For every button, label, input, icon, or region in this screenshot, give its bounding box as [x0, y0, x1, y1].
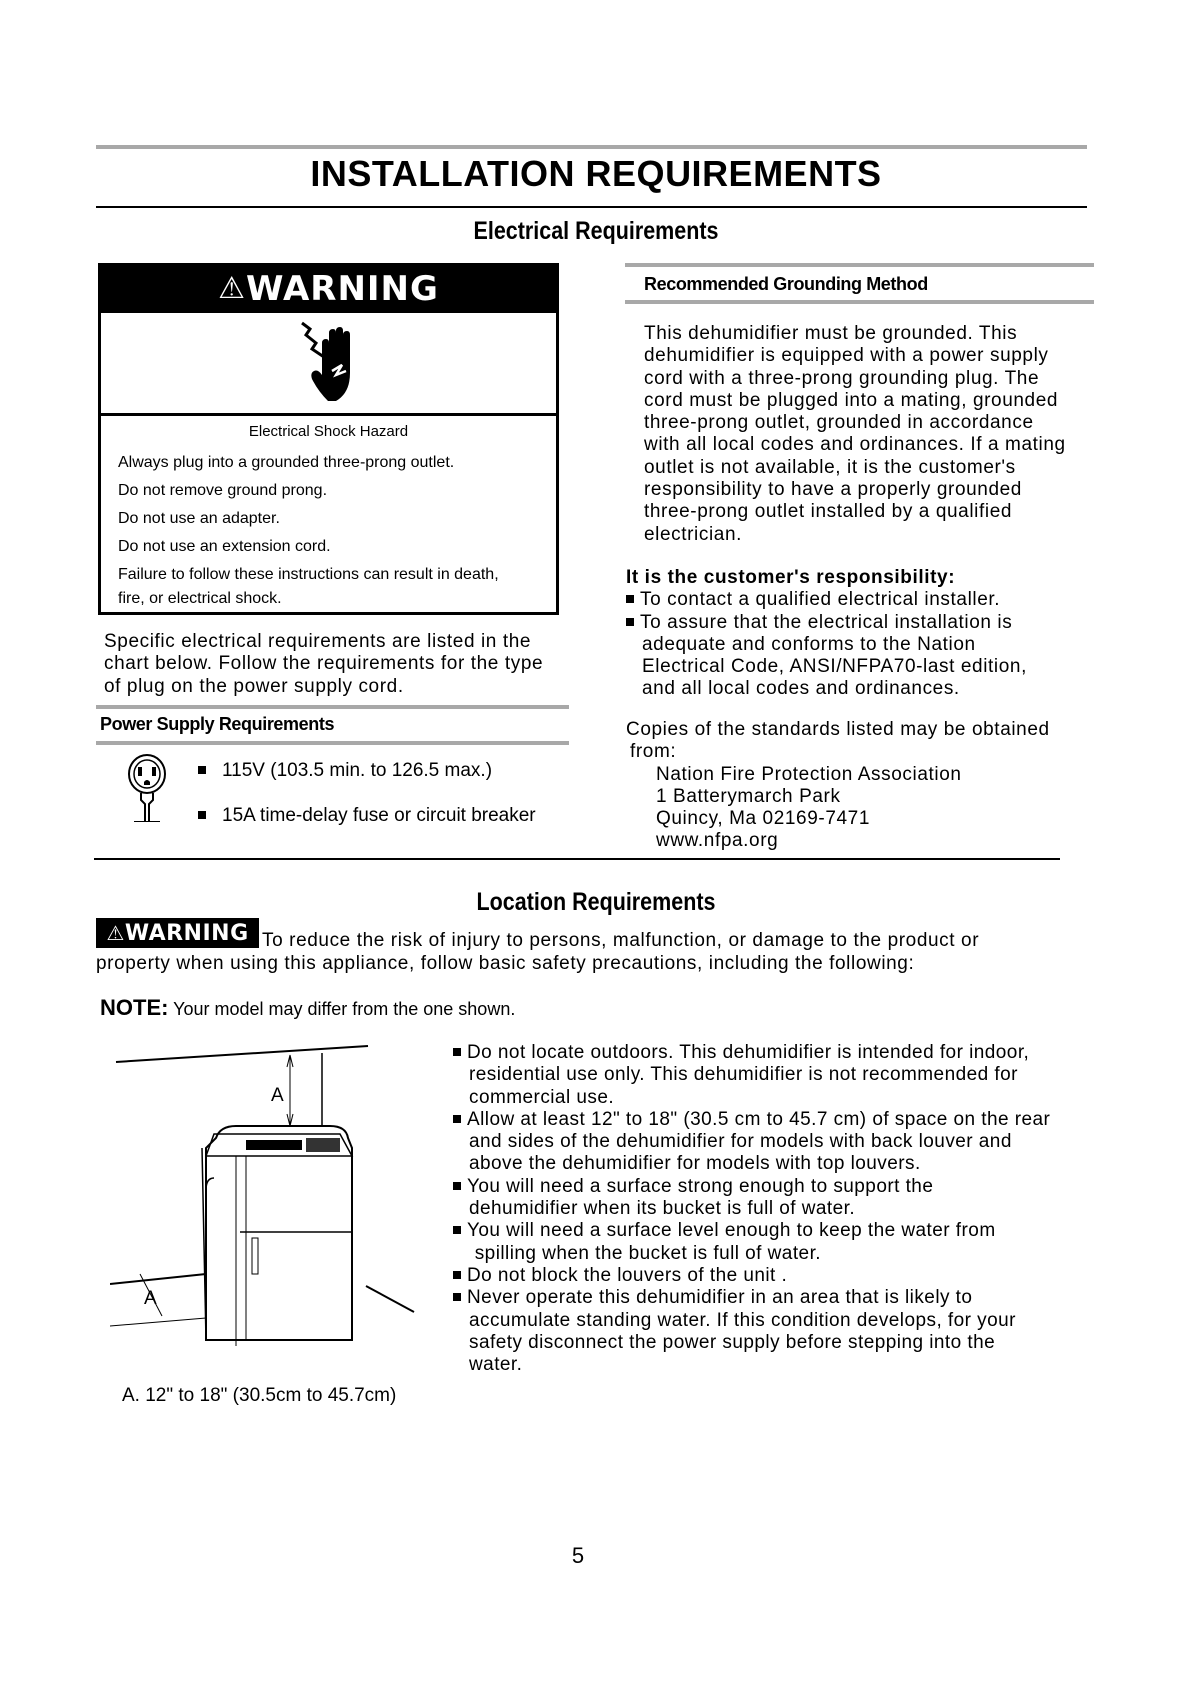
bullet-icon [453, 1115, 461, 1123]
diagram-label-a-side: A [144, 1288, 157, 1309]
copies-line: from: [630, 741, 677, 763]
warning-line: Do not remove ground prong. [118, 482, 328, 499]
grounding-line: with all local codes and ordinances. If a mating [644, 434, 1066, 456]
hazard-title: Electrical Shock Hazard [248, 423, 409, 440]
power-supply-rule-bottom [96, 741, 569, 745]
grounding-heading: Recommended Grounding Method [644, 274, 928, 294]
intro-line: of plug on the power supply cord. [104, 675, 404, 697]
electrical-section-end-rule [94, 858, 1060, 860]
bullet-icon [453, 1271, 461, 1279]
grounding-text [644, 323, 1104, 546]
grounded-plug-icon [124, 752, 170, 822]
location-item: Allow at least 12" to 18" (30.5 cm to 45.7 cm) of space on the rear and sides of the dehumidifier for models with back louver and above the dehumidifier for models with top louvers. [453, 1109, 1153, 1176]
power-supply-rule-top [96, 705, 569, 709]
top-rule [96, 145, 1087, 149]
warning-line: fire, or electrical shock. [118, 590, 282, 607]
location-section-title: Location Requirements [476, 888, 716, 916]
grounding-line: outlet is not available, it is the customer's [644, 456, 1016, 478]
nfpa-website-link[interactable]: www.nfpa.org [656, 830, 779, 852]
grounding-line: cord must be plugged into a mating, grounded [644, 389, 1059, 411]
warning-line: Always plug into a grounded three-prong outlet. [118, 454, 455, 471]
bullet-icon [626, 595, 634, 603]
title-underline [96, 206, 1087, 208]
warning-triangle-icon: ⚠ [106, 921, 125, 945]
electrical-shock-hand-icon [298, 321, 362, 405]
page-title: INSTALLATION REQUIREMENTS [310, 153, 882, 194]
location-item: You will need a surface level enough to keep the water from spilling when the bucket is full of water. [453, 1220, 1153, 1265]
dehumidifier-clearance-diagram [110, 1040, 430, 1360]
warning-line: Do not use an extension cord. [118, 538, 331, 555]
responsibility-heading: It is the customer's responsibility: [626, 567, 956, 588]
location-item: Do not locate outdoors. This dehumidifier is intended for indoor, residential use only. This dehumidifier is not recommended for commercial use. [453, 1042, 1153, 1109]
power-supply-item [198, 805, 536, 827]
location-item: Never operate this dehumidifier in an area that is likely to accumulate standing water. If this condition develops, for your safety disconnect the power supply before stepping into the water. [453, 1287, 1153, 1376]
responsibility-block [626, 567, 1096, 701]
responsibility-item: To contact a qualified electrical installer. [626, 589, 1096, 611]
location-warning-text: To reduce the risk of injury to persons, malfunction, or damage to the product or [262, 930, 980, 951]
location-warning-text: property when using this appliance, follow basic safety precautions, including the following: [96, 953, 915, 974]
grounding-line: dehumidifier is equipped with a power supply [644, 345, 1049, 367]
location-requirements-list [453, 1042, 1153, 1376]
grounding-line: cord with a three-prong grounding plug. The [644, 367, 1040, 389]
electrical-intro [104, 631, 604, 698]
location-item: Do not block the louvers of the unit . [453, 1265, 1153, 1287]
grounding-line: three-prong outlet, grounded in accordance [644, 412, 1034, 434]
bullet-icon [198, 811, 206, 819]
diagram-caption: A. 12" to 18" (30.5cm to 45.7cm) [122, 1385, 397, 1406]
location-item: You will need a surface strong enough to support the dehumidifier when its bucket is full of water. [453, 1176, 1153, 1221]
power-supply-fuse: 15A time-delay fuse or circuit breaker [222, 805, 536, 826]
diagram-label-a-top: A [271, 1085, 284, 1106]
warning-instructions [118, 449, 558, 611]
nfpa-address: Nation Fire Protection Association 1 Batterymarch Park Quincy, Ma 02169-7471 www.nfpa.org [626, 764, 1096, 853]
grounding-line: This dehumidifier must be grounded. This [644, 323, 1018, 344]
intro-line: Specific electrical requirements are listed in the [104, 631, 532, 652]
responsibility-item: To assure that the electrical installation is adequate and conforms to the Nation Electrical Code, ANSI/NFPA70-last edition, and all local codes and ordinances. [626, 612, 1096, 701]
power-supply-voltage: 115V (103.5 min. to 126.5 max.) [222, 760, 493, 781]
warning-line: Do not use an adapter. [118, 510, 280, 527]
copies-block [626, 719, 1096, 853]
bullet-icon [453, 1182, 461, 1190]
grounding-rule-top [625, 263, 1094, 267]
bullet-icon [453, 1048, 461, 1056]
copies-line: Copies of the standards listed may be obtained [626, 719, 1050, 740]
location-warning-badge: ⚠WARNING [96, 918, 259, 948]
warning-line: Failure to follow these instructions can result in death, [118, 566, 499, 583]
bullet-icon [453, 1293, 461, 1301]
model-note [100, 995, 515, 1021]
warning-header [98, 263, 559, 313]
warning-divider [98, 413, 559, 416]
grounding-line: electrician. [644, 523, 743, 545]
warning-triangle-icon: ⚠ [218, 271, 246, 306]
grounding-rule-bottom [625, 300, 1094, 304]
intro-line: chart below. Follow the requirements for the type [104, 653, 544, 675]
power-supply-item [198, 760, 492, 782]
power-supply-heading: Power Supply Requirements [100, 714, 335, 734]
warning-label: WARNING [245, 269, 439, 309]
grounding-line: three-prong outlet installed by a qualified [644, 501, 1013, 523]
bullet-icon [198, 766, 206, 774]
bullet-icon [453, 1226, 461, 1234]
electrical-section-title: Electrical Requirements [473, 217, 719, 245]
note-label: NOTE: [100, 995, 169, 1020]
note-text: Your model may differ from the one shown. [173, 999, 516, 1019]
grounding-line: responsibility to have a properly grounded [644, 479, 1022, 501]
page-number: 5 [571, 1543, 585, 1568]
bullet-icon [626, 618, 634, 626]
